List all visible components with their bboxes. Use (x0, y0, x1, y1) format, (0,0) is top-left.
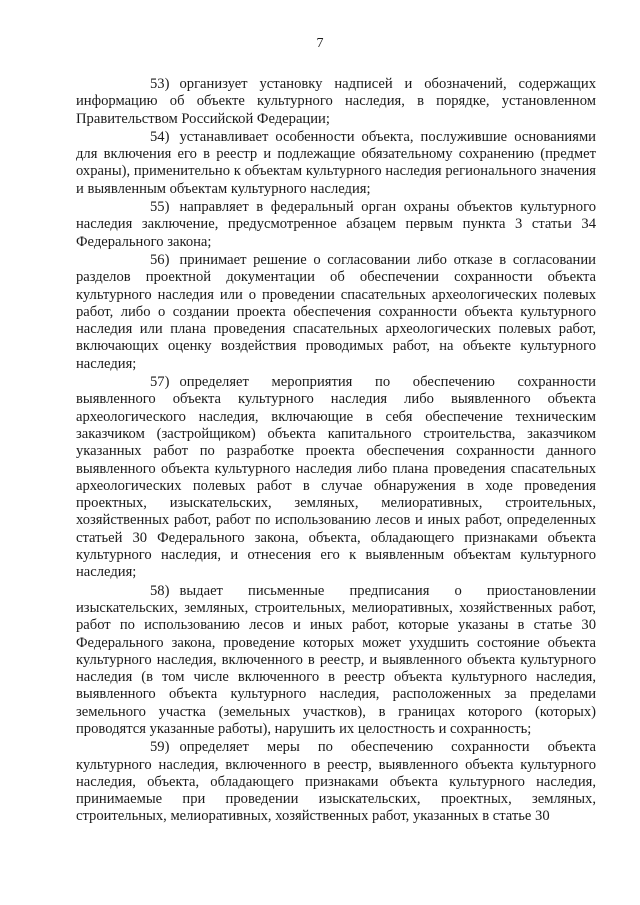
item-text: принимает решение о согласовании либо отказе в согласовании разделов проектной документации об обеспечении сохранности объекта культурного наследия или о проведении спасательных археологических полевых работ, либо о создании проекта обеспечения сохранности объекта культурного наследия или плана проведения спасательных археологических полевых работ, включающих оценку воздействия проводимых работ, на объекте культурного наследия; (76, 251, 596, 372)
item-text: устанавливает особенности объекта, послужившие основаниями для включения его в реестр и подлежащие обязательному сохранению (предмет охраны), применительно к объектам культурного наследия регионального значения и выявленным объектам культурного наследия; (76, 128, 596, 197)
item-text: выдает письменные предписания о приостановлении изыскательских, земляных, строительных, мелиоративных, хозяйственных работ, работ по использованию лесов и иных работ, которые указаны в статье 30 Федерального закона, проведение которых может ухудшить состояние объекта культурного наследия, включенного в реестр, и выявленного объекта культурного наследия (в том числе включенного в реестр объекта культурного наследия, выявленного объекта культурного наследия, расположенных за пределами земельного участка (земельных участков), в границах которого (которых) проводятся указанные работы), нарушить их целостность и сохранность; (76, 582, 596, 737)
list-item (76, 252, 596, 373)
item-text: направляет в федеральный орган охраны объектов культурного наследия заключение, предусмотренное абзацем первым пункта 3 статьи 34 Федерального закона; (76, 199, 596, 250)
item-number: 55) (150, 199, 170, 216)
item-number: 58) (150, 582, 170, 599)
item-text: организует установку надписей и обозначений, содержащих информацию об объекте культурного наследия, в порядке, установленном Правительством Российской Федерации; (76, 76, 596, 127)
item-number: 59) (150, 739, 170, 756)
item-number: 56) (150, 251, 170, 268)
list-item (76, 583, 596, 739)
item-number: 54) (150, 128, 170, 145)
list-item (76, 76, 596, 128)
page-number: 7 (316, 36, 324, 51)
list-item (76, 129, 596, 198)
item-text: определяет мероприятия по обеспечению сохранности выявленного объекта культурного наследия либо выявленного объекта археологического наследия, включающие в себя обеспечение техническим заказчиком (застройщиком) объекта капитального строительства, заказчиком указанных работ по разработке проекта обеспечения сохранности данного выявленного объекта культурного наследия либо плана проведения спасательных археологических полевых работ в случае обнаружения в ходе проведения проектных, изыскательских, земляных, мелиоративных, строительных, хозяйственных работ, работ по использованию лесов и иных работ, определенных статьей 30 Федерального закона, объекта, обладающего признаками объекта культурного наследия, и отнесения его к выявленным объектам культурного наследия; (76, 374, 596, 581)
list-item (76, 739, 596, 825)
document-body (76, 76, 596, 827)
list-item (76, 199, 596, 251)
item-number: 53) (150, 76, 170, 92)
list-item (76, 374, 596, 582)
item-number: 57) (150, 374, 170, 391)
item-text: определяет меры по обеспечению сохранности объекта культурного наследия, включенного в реестр, выявленного объекта культурного наследия, объекта, обладающего признаками объекта культурного наследия, принимаемые при проведении изыскательских, проектных, земляных, строительных, мелиоративных, хозяйственных работ, указанных в статье 30 (76, 739, 596, 825)
